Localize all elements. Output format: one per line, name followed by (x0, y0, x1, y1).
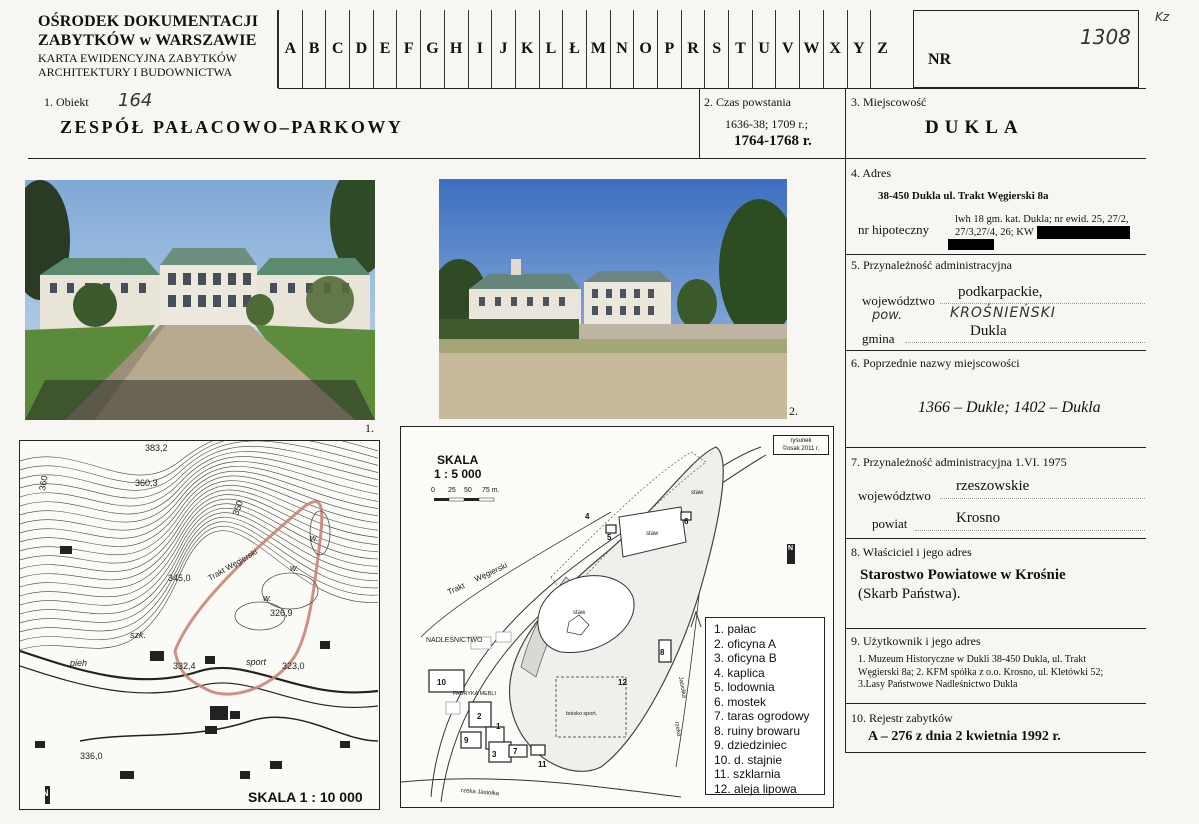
letter-14: M (586, 10, 610, 88)
letter-16: O (633, 10, 657, 88)
powiat1975-label: powiat (872, 516, 908, 531)
topo-label-360-3: 360,3 (135, 478, 158, 488)
letter-15: N (610, 10, 634, 88)
plan-label-fabryka: FABRYKA MEBLI (453, 691, 497, 697)
plan-num-11: 11 (538, 760, 547, 769)
letter-17: P (657, 10, 681, 88)
plan-tick-0: 0 (431, 487, 435, 494)
photo-palace-side (439, 179, 787, 419)
rejestr-value: A – 276 z dnia 2 kwietnia 1992 r. (868, 729, 1061, 744)
legend-item: 12. aleja lipowa (714, 781, 797, 796)
contour-line (20, 499, 378, 588)
contour-line (20, 457, 378, 514)
hipoteczny-line2: 27/3,27/4, 26; KW (955, 227, 1034, 238)
plan-north: N (788, 545, 794, 552)
topo-label-350: 350 (230, 499, 246, 517)
woj1975-value: rzeszowskie (956, 478, 1030, 494)
legend-item: 5. lodownia (714, 680, 775, 694)
woj-value: podkarpackie, (958, 284, 1043, 300)
miejscowosc-label: 3. Miejscowość (851, 95, 927, 109)
topo-label-383: 383,2 (145, 443, 168, 453)
institution-line-2: ZABYTKÓW w WARSZAWIE (38, 32, 257, 49)
plan-label-staw2: staw (646, 531, 659, 537)
wlasciciel-line2: (Skarb Państwa). (858, 586, 961, 602)
plan-scale (434, 453, 481, 481)
uzytkownik-line1: 1. Muzeum Historyczne w Dukli 38-450 Dukla, ul. Trakt (858, 654, 1087, 665)
topo-north: N (42, 788, 49, 798)
topo-label-w3: w. (263, 593, 272, 603)
wlasciciel-line1: Starostwo Powiatowe w Krośnie (860, 567, 1066, 583)
topo-label-323: 323,0 (282, 661, 305, 671)
contour-line (20, 441, 378, 475)
subtitle-line-2: ARCHITEKTURY I BUDOWNICTWA (38, 65, 233, 79)
plan-label-staw1: staw (691, 490, 704, 496)
letter-7: G (420, 10, 444, 88)
legend-item: 6. mostek (714, 694, 767, 709)
photo2-caption: 2. (789, 404, 798, 418)
plan-num-5: 5 (607, 533, 612, 542)
plan-num-10: 10 (437, 678, 446, 687)
plan-tick-75: 75 m. (482, 487, 500, 494)
legend-item: 1. pałac (714, 622, 757, 636)
letter-18: R (681, 10, 705, 88)
letter-20: T (728, 10, 752, 88)
letter-11: K (515, 10, 539, 88)
powiat-hand-value: KROŚNIEŃSKI (950, 305, 1056, 321)
legend-item: 10. d. stajnie (714, 752, 783, 767)
obiekt-value: ZESPÓŁ PAŁACOWO–PARKOWY (60, 117, 404, 137)
nr-label: NR (928, 51, 952, 68)
hand-number: 1308 (1080, 25, 1131, 49)
letter-22: V (775, 10, 799, 88)
letter-8: H (444, 10, 468, 88)
contour-line (20, 517, 378, 623)
letter-9: I (468, 10, 492, 88)
letter-10: J (491, 10, 515, 88)
legend-item: 2. oficyna A (714, 636, 777, 651)
topo-label-360a: 360 (37, 474, 50, 492)
plan-tick-50: 50 (464, 487, 472, 494)
letter-24: X (823, 10, 847, 88)
plan-scale-value: 1 : 5 000 (434, 467, 482, 481)
woj-label: województwo (862, 293, 935, 308)
topo-label-336: 336,0 (80, 751, 103, 761)
plan-label-wegierski: Węgierski (473, 560, 509, 584)
letter-26: Z (870, 10, 894, 88)
letter-25: Y (847, 10, 871, 88)
poprzednie-value: 1366 – Dukle; 1402 – Dukla (918, 399, 1101, 416)
letter-3: C (325, 10, 349, 88)
letter-23: W (799, 10, 823, 88)
rejestr-label: 10. Rejestr zabytków (851, 711, 953, 725)
plan-label-staw3: staw (573, 610, 586, 616)
adres-label: 4. Adres (851, 166, 891, 180)
topo-label-w2: w. (290, 563, 299, 573)
topo-label-345: 345,0 (168, 573, 191, 583)
institution-line-1: OŚRODEK DOKUMENTACJI (38, 13, 259, 30)
hipoteczny-line1: lwh 18 gm. kat. Dukla; nr ewid. 25, 27/2, (955, 214, 1129, 225)
plan-num-4: 4 (585, 512, 590, 521)
index-letters (278, 10, 894, 88)
plan-num-12: 12 (618, 678, 627, 687)
plan-credit (773, 435, 829, 455)
institution-block (38, 14, 258, 80)
plan-credit-2: ©osak 2011 r. (782, 446, 820, 452)
legend-item: 7. taras ogrodowy (714, 709, 810, 723)
plan-label-trakt: Trakt (446, 581, 467, 597)
hand-initials: Kz (1155, 10, 1170, 24)
plan-num-2: 2 (477, 712, 482, 721)
adres-value: 38-450 Dukla ul. Trakt Węgierski 8a (878, 190, 1049, 202)
poprzednie-label: 6. Poprzednie nazwy miejscowości (851, 356, 1020, 370)
legend-item: 11. szklarnia (714, 767, 781, 781)
plan-credit-1: rysunek (790, 438, 812, 444)
gmina-value: Dukla (970, 323, 1007, 339)
czas-label: 2. Czas powstania (704, 95, 791, 109)
czas-line1: 1636-38; 1709 r.; (725, 117, 808, 131)
topographic-map (19, 440, 380, 810)
letter-5: E (373, 10, 397, 88)
topo-label-sport: sport (246, 657, 267, 667)
plan-num-8: 8 (660, 648, 665, 657)
plan-num-1: 1 (496, 722, 501, 731)
letter-4: D (349, 10, 373, 88)
woj1975-label: województwo (858, 488, 931, 503)
plan-num-3: 3 (492, 750, 497, 759)
subtitle-line-1: KARTA EWIDENCYJNA ZABYTKÓW (38, 51, 237, 65)
plan-label-boisko: boisko sport. (566, 711, 598, 717)
topo-label-w1: w. (310, 533, 319, 543)
legend-item: 4. kaplica (714, 665, 765, 680)
plan-label-jasiolka: Jasiołka (677, 676, 687, 699)
plan-label-rzeka: rzeka (673, 721, 682, 737)
letter-2: B (302, 10, 326, 88)
contour-line (20, 513, 378, 614)
topo-label-pieh: pieh (70, 658, 88, 668)
hipoteczny-label: nr hipoteczny (858, 222, 930, 237)
site-plan-map (400, 426, 834, 808)
contour-line (20, 485, 378, 563)
topo-label-trakt: Trakt Węgierski (206, 547, 259, 583)
letter-21: U (752, 10, 776, 88)
letter-6: F (396, 10, 420, 88)
uzytkownik-line2: Węgierski 8a; 2. KFM spółka z o.o. Krosno, ul. Kletówki 52; (858, 666, 1104, 678)
plan-num-6: 6 (684, 517, 689, 526)
miejscowosc-value: DUKLA (925, 117, 1024, 138)
legend-item: 8. ruiny browaru (714, 723, 801, 738)
legend-item: 3. oficyna B (714, 651, 777, 665)
letter-19: S (704, 10, 728, 88)
contour-line (20, 526, 378, 641)
plan-legend (705, 617, 825, 795)
letter-1: A (278, 10, 302, 88)
powiat-hand-label: pow. (872, 308, 903, 323)
plan-num-9: 9 (464, 736, 469, 745)
topo-label-326: 326,9 (270, 608, 293, 618)
contour-line (20, 490, 378, 572)
obiekt-label: 1. Obiekt (44, 95, 89, 109)
letter-12: L (539, 10, 563, 88)
legend-item: 9. dziedziniec (714, 738, 787, 752)
powiat1975-value: Krosno (956, 510, 1001, 526)
contour-line (20, 531, 378, 650)
plan-tick-25: 25 (448, 487, 456, 494)
przynaleznosc1975-label: 7. Przynależność administracyjna 1.VI. 1975 (851, 455, 1067, 469)
topo-label-332: 332,4 (173, 661, 196, 671)
gmina-label: gmina (862, 331, 895, 346)
obiekt-hand-number: 164 (118, 90, 153, 111)
contour-line (20, 441, 378, 483)
czas-line2: 1764-1768 r. (734, 133, 812, 149)
uzytkownik-label: 9. Użytkownik i jego adres (851, 634, 981, 648)
photo1-caption: 1. (365, 421, 374, 435)
contour-line (20, 446, 378, 498)
nr-box (913, 10, 1139, 88)
topo-scale-label: SKALA 1 : 10 000 (248, 789, 363, 805)
redaction-bar-2 (948, 239, 994, 250)
plan-num-7: 7 (513, 747, 518, 756)
uzytkownik-line3: 3.Lasy Państwowe Nadleśnictwo Dukla (858, 679, 1018, 690)
redaction-bar (1037, 226, 1130, 239)
letter-13: Ł (562, 10, 586, 88)
wlasciciel-label: 8. Właściciel i jego adres (851, 545, 972, 559)
photo-palace-front (25, 180, 375, 420)
uzytkownik-value (858, 654, 1103, 692)
topo-label-szk: szk. (130, 630, 147, 640)
przynaleznosc-label: 5. Przynależność administracyjna (851, 258, 1012, 272)
plan-label-rzeka-jasiolka: rzeka Jasiołka (460, 788, 500, 798)
plan-label-nadlesnictwo: NADLEŚNICTWO (426, 637, 483, 644)
plan-scale-title: SKALA (437, 453, 479, 467)
